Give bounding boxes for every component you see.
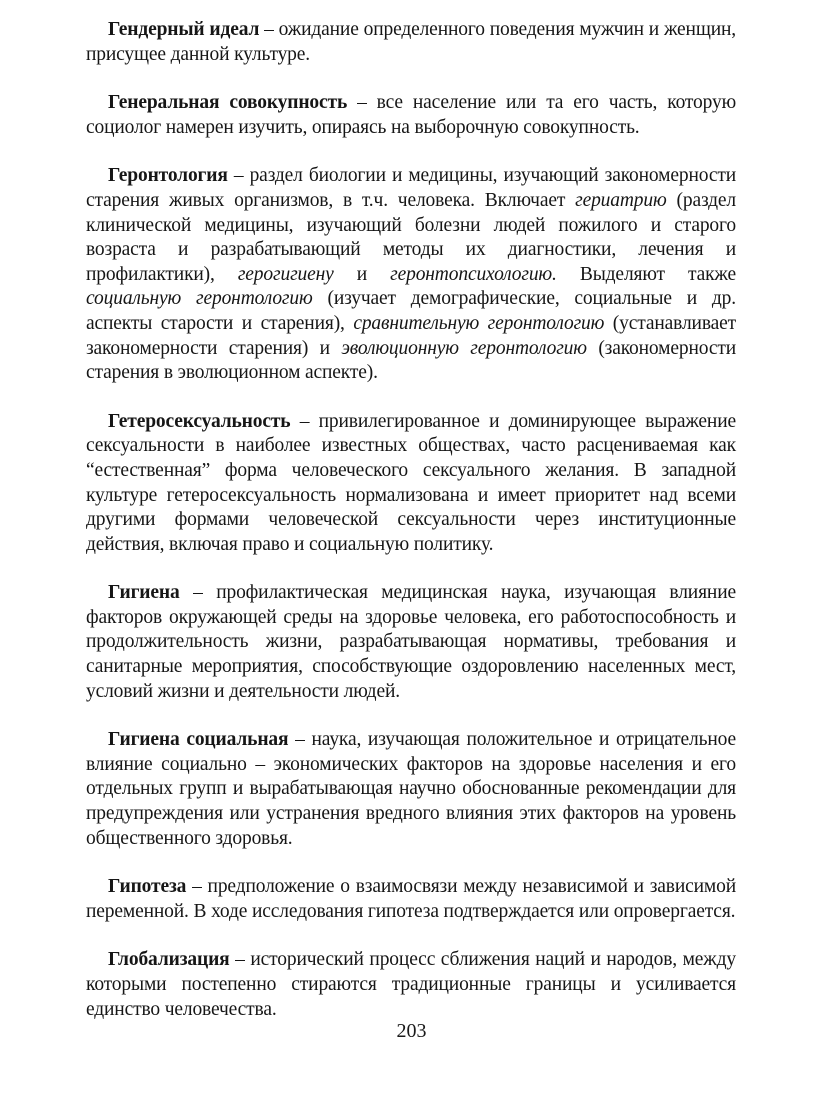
entry-gender-ideal — [86, 18, 736, 67]
entry-italic-term: гериатрию — [575, 189, 667, 211]
entry-text: – предположение о взаимосвязи между независимой и зависимой переменной. В ходе исследования гипотеза подтверждается или опровергается. — [86, 876, 736, 922]
dictionary-page — [86, 18, 736, 1022]
entry-italic-term: герогигиену — [237, 263, 334, 285]
entry-gerontology — [86, 164, 736, 385]
entry-text: – раздел биологии и медицины, изучающий закономерности старения живых организмов, в т.ч. человека. Включает — [86, 165, 736, 211]
entry-italic-term: геронтопсихологию. — [390, 263, 557, 285]
entry-text: (устанавливает закономерности старения) и — [86, 312, 736, 359]
entry-text: – все население или та его часть, которую социолог намерен изучить, опираясь на выборочную совокупность. — [86, 92, 736, 138]
entry-term: Геронтология — [108, 165, 228, 187]
entry-text: – исторический процесс сближения наций и народов, между которыми постепенно стираются традиционные границы и усиливается единство человечества. — [86, 949, 736, 1020]
entry-text: Выделяют также — [556, 263, 736, 285]
entry-italic-term: эволюционную геронтологию — [341, 337, 587, 359]
entry-globalization — [86, 948, 736, 1022]
entry-text: (закономерности старения в эволюционном аспекте). — [86, 337, 736, 384]
entry-heterosexuality — [86, 410, 736, 558]
entry-text: – привилегированное и доминирующее выражение сексуальности в наиболее известных обществах, часто расцениваемая как “естественная” форма человеческого сексуального желания. В западной культуре гетеросексуальность нормализована и имеет приоритет над всеми другими формами человеческой сексуальности через институционные действия, включая право и социальную политику. — [86, 410, 736, 555]
entry-text: – ожидание определенного поведения мужчин и женщин, присущее данной культуре. — [86, 19, 736, 65]
entry-term: Гигиена — [108, 582, 180, 604]
entry-hypothesis — [86, 875, 736, 924]
entry-text: – наука, изучающая положительное и отрицательное влияние социально – экономических факторов на здоровье населения и его отдельных групп и вырабатывающая научно обоснованные рекомендации для предупреждения или устранения вредного влияния этих факторов на уровень общественного здоровья. — [86, 729, 736, 849]
entry-text: (раздел клинической медицины, изучающий болезни людей пожилого и старого возраста и разрабатывающий методы их диагностики, лечения и профилактики), — [86, 189, 737, 285]
entry-italic-term: сравнительную геронтологию — [353, 312, 605, 334]
entry-text: – профилактическая медицинская наука, изучающая влияние факторов окружающей среды на здоровье человека, его работоспособность и продолжительность жизни, разрабатывающая нормативы, требования и санитарные мероприятия, способствующие оздоровлению населенных мест, условий жизни и деятельности людей. — [86, 582, 736, 702]
entry-term: Глобализация — [108, 949, 230, 971]
entry-term: Генеральная совокупность — [108, 92, 348, 114]
entry-text: и — [333, 263, 391, 285]
entry-social-hygiene — [86, 728, 736, 851]
entry-text: (изучает демографические, социальные и др. аспекты старости и старения), — [86, 288, 736, 334]
entry-term: Гетеросексуальность — [108, 410, 291, 432]
entry-general-population — [86, 91, 736, 140]
entry-term: Гипотеза — [108, 876, 187, 898]
entry-italic-term: социальную геронтологию — [86, 288, 313, 310]
entry-hygiene — [86, 581, 736, 704]
entry-term: Гигиена социальная — [108, 729, 289, 751]
page-number: 203 — [396, 1020, 427, 1042]
entry-term: Гендерный идеал — [108, 19, 260, 40]
